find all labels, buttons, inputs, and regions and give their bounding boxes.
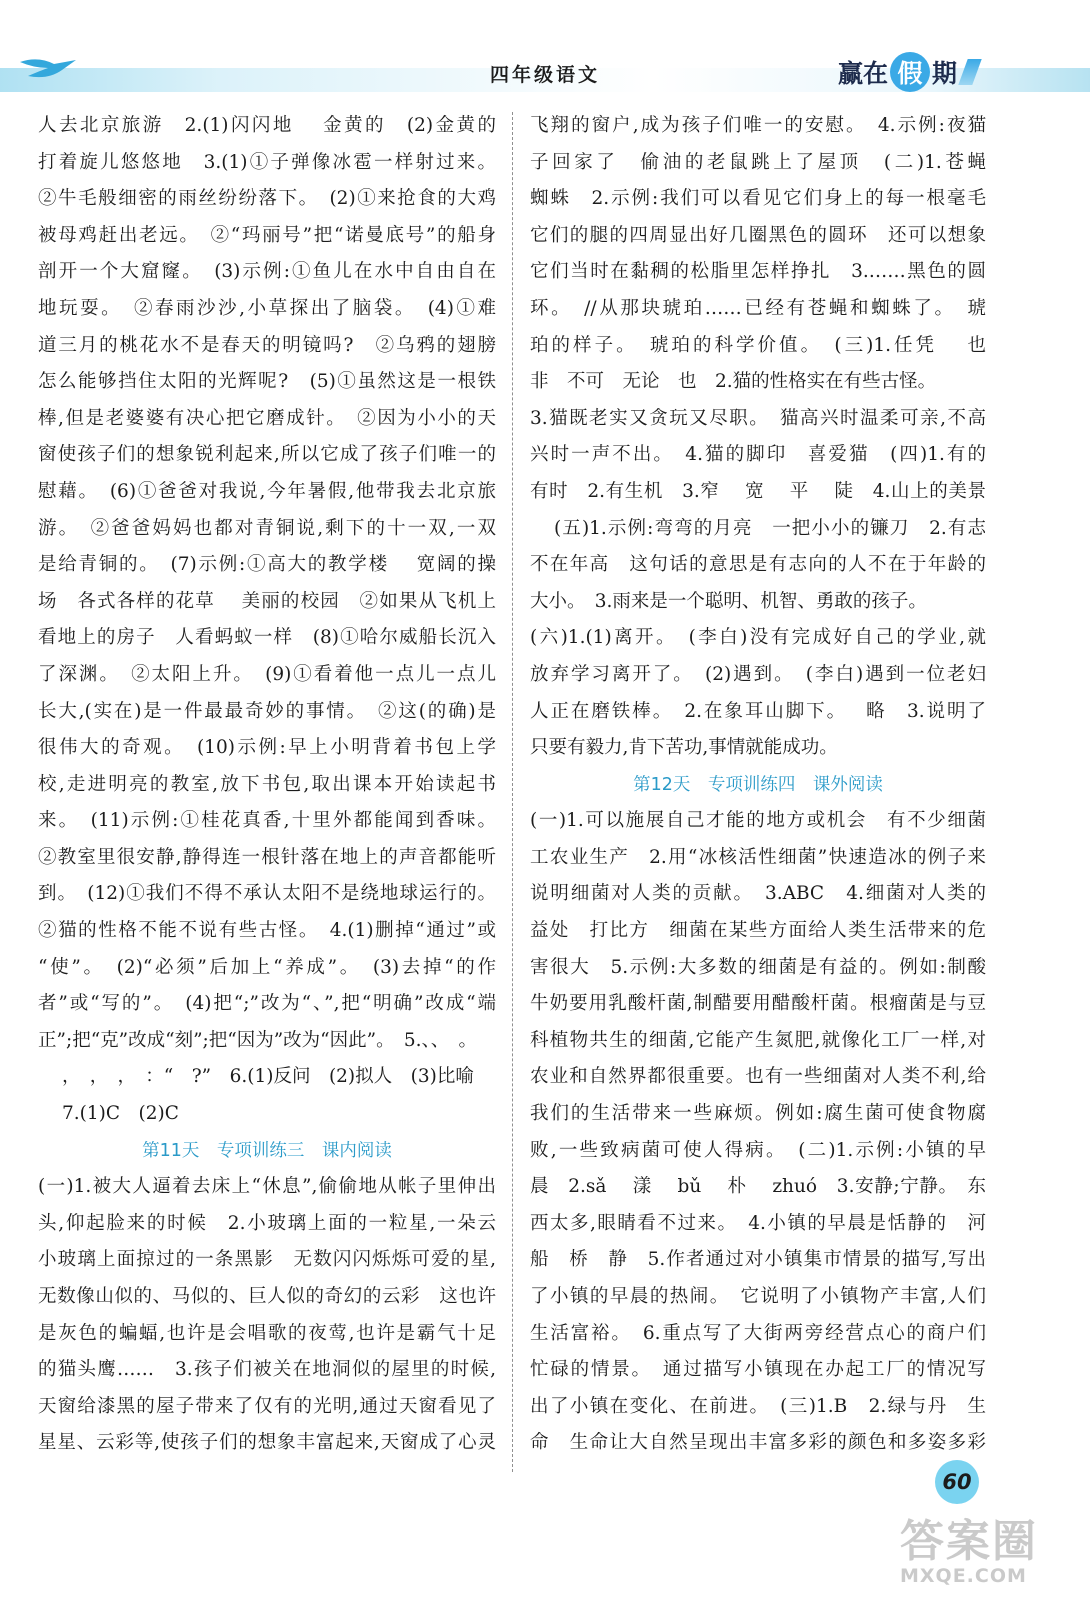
answer-line: 命 生命让大自然呈现出丰富多彩的颜色和多姿多彩 — [530, 1432, 986, 1454]
answer-line: 益处 打比方 细菌在某些方面给人类生活带来的危 — [530, 920, 986, 942]
watermark-url: MXQE.COM — [900, 1565, 1027, 1587]
answer-line: ②教室里很安静,静得连一根针落在地上的声音都能听 — [38, 846, 496, 868]
right-column — [530, 108, 986, 1462]
answer-line: 星星、云彩等,使孩子们的想象丰富起来,天窗成了心灵 — [38, 1432, 496, 1454]
answer-line: 棒,但是老婆婆有决心把它磨成针。 ②因为小小的天 — [38, 407, 496, 429]
answer-line: 打着旋儿悠悠地 3.(1)①子弹像冰雹一样射过来。 — [38, 151, 496, 173]
answer-line: 飞翔的窗户,成为孩子们唯一的安慰。 4.示例:夜猫 — [530, 115, 986, 136]
answer-line: 7.(1)C (2)C — [62, 1103, 179, 1125]
answer-line: 忙碌的情景。 通过描写小镇现在办起工厂的情况写 — [530, 1359, 986, 1381]
answer-line: 说明细菌对人类的贡献。 3.ABC 4.细菌对人类的 — [530, 883, 986, 905]
answer-line: 珀的样子。 琥珀的科学价值。 (三)1.任凭 也 — [530, 334, 986, 356]
answer-line: 牛奶要用乳酸杆菌,制醋要用醋酸杆菌。根瘤菌是与豆 — [530, 993, 986, 1015]
answer-line: 败,一些致病菌可使人得病。 (二)1.示例:小镇的早 — [530, 1139, 986, 1161]
answer-line: 农业和自然界都很重要。也有一些细菌对人类不利,给 — [530, 1066, 986, 1088]
answer-line: 怎么能够挡住太阳的光辉呢? (5)①虽然这是一根铁 — [38, 371, 496, 393]
answer-line: 被母鸡赶出老远。 ②“玛丽号”把“诺曼底号”的船身 — [38, 224, 496, 246]
answer-line: 它们当时在黏稠的松脂里怎样挣扎 3.……黑色的圆 — [530, 261, 986, 283]
answer-line: 长大,(实在)是一件最最奇妙的事情。 ②这(的确)是 — [38, 700, 496, 722]
answer-line: 害很大 5.示例:大多数的细菌是有益的。例如:制酸 — [530, 956, 986, 978]
answer-line: (一)1.可以施展自己才能的地方或机会 有不少细菌 — [530, 810, 986, 832]
answer-line: 船 桥 静 5.作者通过对小镇集市情景的描写,写出 — [530, 1249, 986, 1271]
answer-line: 校,走进明亮的教室,放下书包,取出课本开始读起书 — [38, 773, 496, 795]
answer-line: 是给青铜的。 (7)示例:①高大的教学楼 宽阔的操 — [38, 554, 496, 576]
answer-line: (五)1.示例:弯弯的月亮 一把小小的镰刀 2.有志 — [554, 517, 986, 539]
answer-line: 小玻璃上面掠过的一条黑影 无数闪闪烁烁可爱的星, — [38, 1249, 496, 1271]
answer-line: 兴时一声不出。 4.猫的脚印 喜爱猫 (四)1.有的 — [530, 444, 986, 466]
answer-line: 它们的腿的四周显出好几圈黑色的圆环 还可以想象 — [530, 224, 986, 246]
logo-char-2: 在 — [863, 59, 889, 88]
watermark — [900, 1505, 1070, 1587]
page-header — [0, 0, 1090, 100]
answer-line: 放弃学习离开了。 (2)遇到。 (李白)遇到一位老妇 — [530, 663, 986, 685]
answer-line: 人去北京旅游 2.(1)闪闪地 金黄的 (2)金黄的 — [38, 115, 496, 136]
answer-line: 剖开一个大窟窿。 (3)示例:①鱼儿在水中自由自在 — [38, 261, 496, 283]
header-title: 四年级语文 — [489, 64, 600, 86]
answer-line: 3.猫既老实又贪玩又尽职。 猫高兴时温柔可亲,不高 — [530, 407, 986, 429]
logo-char-3: 假 — [890, 52, 930, 92]
answer-line: 游。 ②爸爸妈妈也都对青铜说,剩下的十一双,一双 — [38, 517, 496, 539]
answer-line: ②牛毛般细密的雨丝纷纷落下。 (2)①来抢食的大鸡 — [38, 188, 496, 210]
answer-line: 者”或“写的”。 (4)把“;”改为“、”,把“明确”改成“端 — [38, 993, 496, 1015]
page-number: 60 — [935, 1460, 979, 1504]
logo-char-4: 期 — [932, 59, 958, 88]
answer-line: 来。 (11)示例:①桂花真香,十里外都能闻到香味。 — [38, 810, 496, 832]
answer-line: 了深渊。 ②太阳上升。 (9)①看着他一点儿一点儿 — [38, 663, 496, 685]
section-heading: 第12天 专项训练四 课外阅读 — [633, 774, 883, 795]
brand-logo — [838, 52, 977, 92]
answer-line: 慰藉。 (6)①爸爸对我说,今年暑假,他带我去北京旅 — [38, 480, 496, 502]
answer-line: 的猫头鹰…… 3.孩子们被关在地洞似的屋里的时候, — [38, 1359, 496, 1381]
answer-line: “使”。 (2)“必须”后加上“养成”。 (3)去掉“的作 — [38, 956, 496, 978]
answer-line: 到。 (12)①我们不得不承认太阳不是绕地球运行的。 — [38, 883, 496, 905]
answer-line: 西太多,眼睛看不过来。 4.小镇的早晨是恬静的 河 — [530, 1212, 986, 1234]
answer-line: 无数像山似的、马似的、巨人似的奇幻的云彩 这也许 — [38, 1286, 496, 1307]
answer-line: 道三月的桃花水不是春天的明镜吗? ②乌鸦的翅膀 — [38, 334, 496, 356]
answer-line: 非 不可 无论 也 2.猫的性格实在有些古怪。 — [530, 371, 937, 393]
answer-line: 头,仰起脸来的时候 2.小玻璃上面的一粒星,一朵云 — [38, 1212, 496, 1234]
answer-line: ②猫的性格不能不说有些古怪。 4.(1)删掉“通过”或 — [38, 920, 496, 942]
answer-line: 很伟大的奇观。 (10)示例:早上小明背着书包上学 — [38, 737, 496, 759]
answer-line: 蜘蛛 2.示例:我们可以看见它们身上的每一根毫毛 — [530, 188, 986, 210]
section-heading: 第11天 专项训练三 课内阅读 — [142, 1140, 392, 1161]
answer-line: 我们的生活带来一些麻烦。例如:腐生菌可使食物腐 — [530, 1103, 986, 1125]
watermark-text: 答案圈 — [900, 1516, 1038, 1567]
answer-line: 人正在磨铁棒。 2.在象耳山脚下。 略 3.说明了 — [530, 700, 986, 722]
answer-line: 有时 2.有生机 3.窄 宽 平 陡 4.山上的美景 — [530, 480, 986, 502]
answer-line: 环。 //从那块琥珀……已经有苍蝇和蜘蛛了。 琥 — [530, 297, 986, 319]
answer-line: 出了小镇在变化、在前进。 (三)1.B 2.绿与丹 生 — [530, 1395, 986, 1417]
answer-line: 地玩耍。 ②春雨沙沙,小草探出了脑袋。 (4)①难 — [38, 297, 496, 319]
left-column — [38, 108, 496, 1462]
answer-line: 科植物共生的细菌,它能产生氮肥,就像化工厂一样,对 — [530, 1029, 986, 1051]
answer-line: (一)1.被大人逼着去床上“休息”,偷偷地从帐子里伸出 — [38, 1176, 496, 1198]
answer-line: 生活富裕。 6.重点写了大街两旁经营点心的商户们 — [530, 1322, 986, 1344]
logo-char-1: 赢 — [838, 59, 864, 88]
answer-line: 是灰色的蝙蝠,也许是会唱歌的夜莺,也许是霸气十足 — [38, 1322, 496, 1344]
answer-line: 子回家了 偷油的老鼠跳上了屋顶 (二)1.苍蝇 — [530, 151, 986, 173]
answer-line: 看地上的房子 人看蚂蚁一样 (8)①哈尔威船长沉入 — [38, 627, 496, 649]
answer-line: 不在年高 这句话的意思是有志向的人不在于年龄的 — [530, 554, 986, 576]
answer-line: 天窗给漆黑的屋子带来了仅有的光明,通过天窗看见了 — [38, 1395, 496, 1417]
answer-line: 工农业生产 2.用“冰核活性细菌”快速造冰的例子来 — [530, 846, 986, 868]
answer-line: (六)1.(1)离开。 (李白)没有完成好自己的学业,就 — [530, 627, 986, 649]
answer-line: 晨 2.sǎ 漾 bǔ 朴 zhuó 3.安静;宁静。 东 — [530, 1176, 986, 1198]
answer-line: 窗使孩子们的想象锐利起来,所以它成了孩子们唯一的 — [38, 444, 496, 466]
column-divider — [512, 112, 513, 1472]
answer-line: 只要有毅力,肯下苦功,事情就能成功。 — [530, 737, 838, 759]
answer-line: 了小镇的早晨的热闹。 它说明了小镇物产丰富,人们 — [530, 1286, 986, 1307]
answer-line: 大小。 3.雨来是一个聪明、机智、勇敢的孩子。 — [530, 590, 927, 612]
answer-line: ， ， ， ：“ ?” 6.(1)反问 (2)拟人 (3)比喻 — [62, 1066, 474, 1088]
answer-line: 场 各式各样的花草 美丽的校园 ②如果从飞机上 — [38, 590, 496, 612]
answer-line: 正”;把“克”改成“刻”;把“因为”改为“因此”。 5.、、 。 — [38, 1029, 477, 1051]
